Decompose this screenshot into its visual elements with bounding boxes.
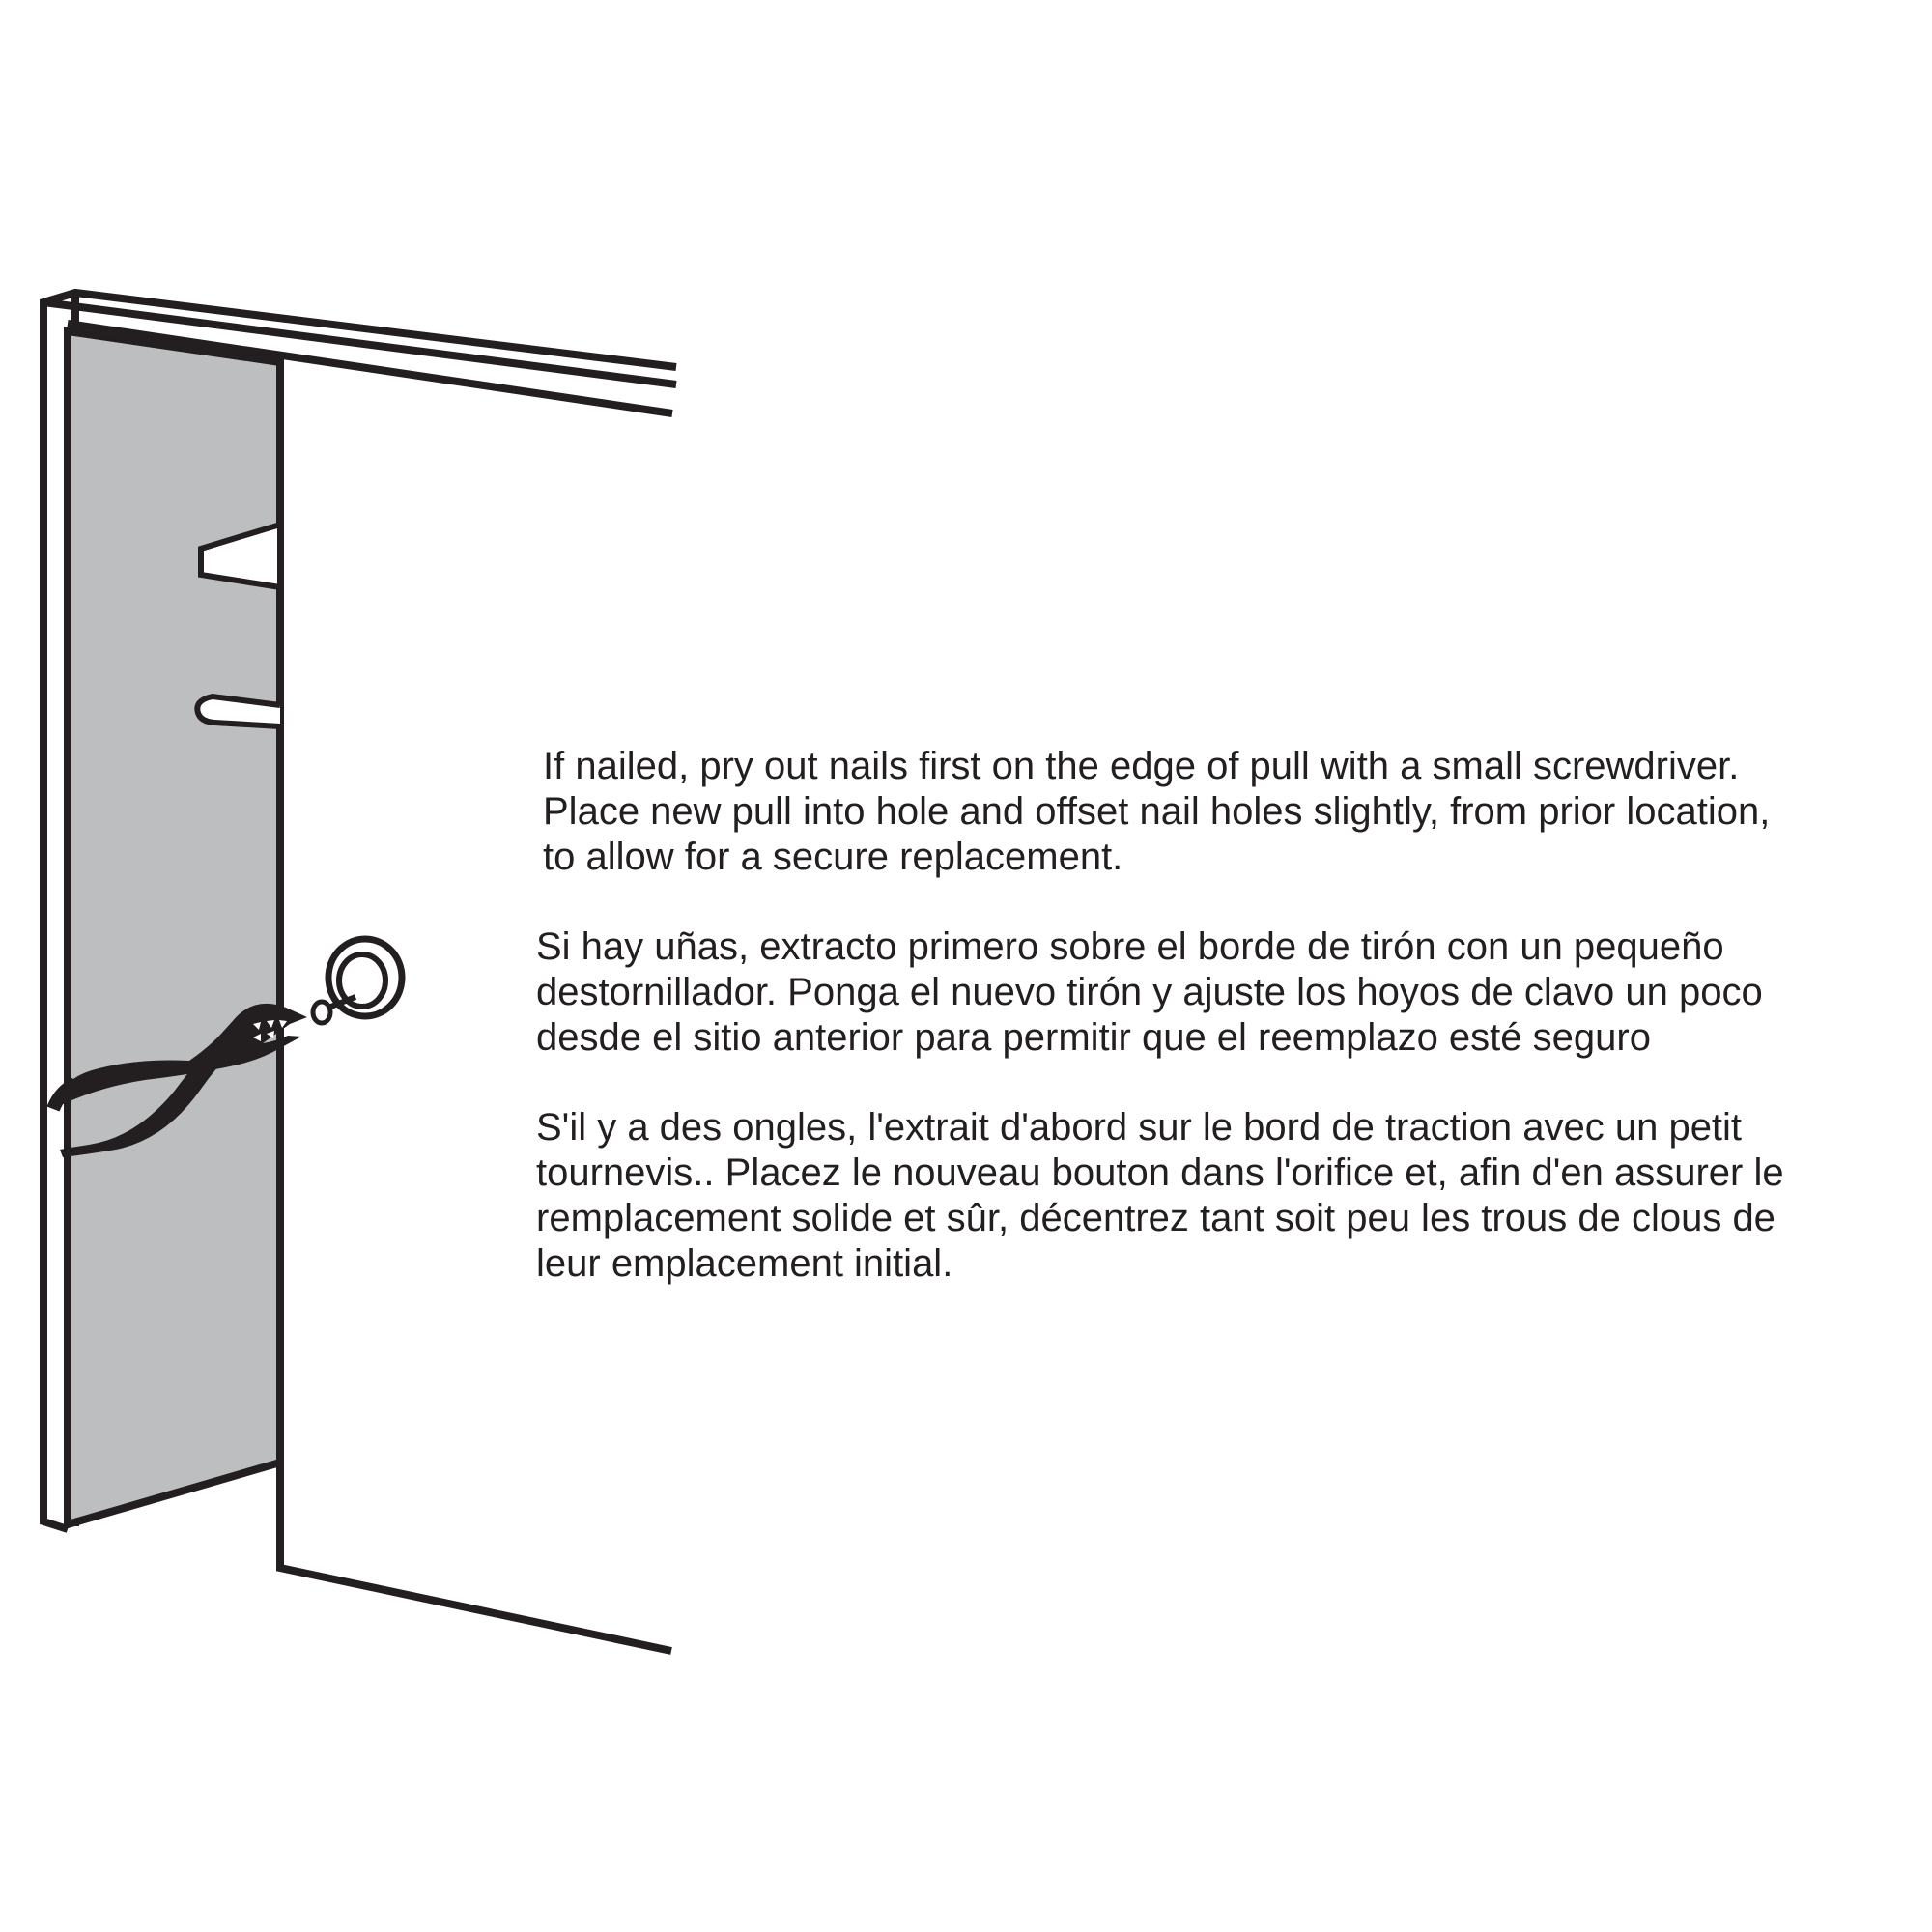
door-panel (68, 331, 280, 1524)
instruction-spanish: Si hay uñas, extracto primero sobre el borde de tirón con un pequeño destornillador. Ponga el nuevo tirón y ajuste los hoyos de clavo un poco desde el sitio anterior para permitir que el reemplazo esté seguro (536, 925, 1763, 1059)
closet-rod (197, 696, 280, 726)
instruction-text-block (536, 744, 1908, 1331)
instruction-english: If nailed, pry out nails first on the edge of pull with a small screwdriver. Place new pull into hole and offset nail holes slightly, from prior location, to allow for a secure replacement. (543, 745, 1771, 878)
instruction-french: S'il y a des ongles, l'extrait d'abord sur le bord de traction avec un petit tournevis.. Placez le nouveau bouton dans l'orifice et, afin d'en assurer le remplacement solide et sûr, décentrez tant soit peu les trous de clous de leur emplacement initial. (536, 1106, 1784, 1285)
